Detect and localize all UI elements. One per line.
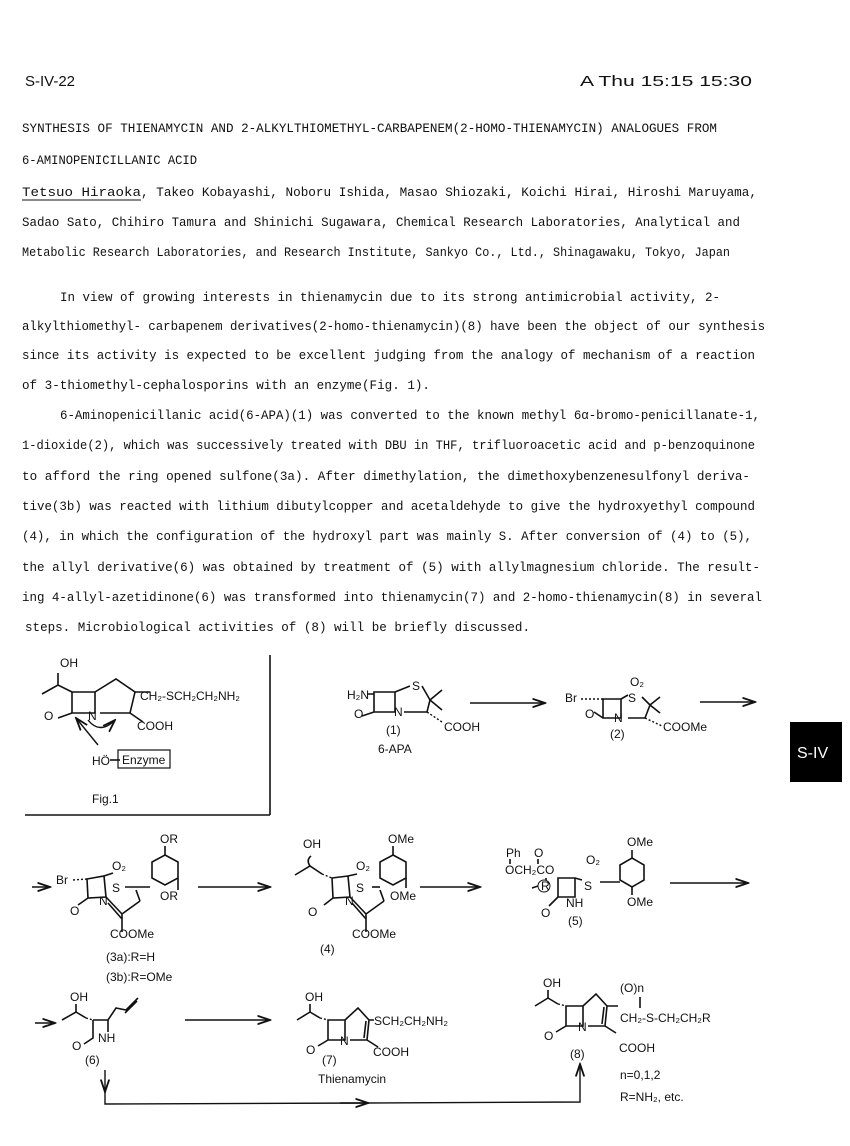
- session-code: S-IV-22: [25, 73, 76, 90]
- svg-text:N: N: [99, 894, 108, 908]
- svg-text:O₂: O₂: [586, 853, 600, 867]
- svg-text:CH₂-SCH₂CH₂NH₂: CH₂-SCH₂CH₂NH₂: [140, 689, 240, 703]
- body-line: ing 4-allyl-azetidinone(6) was transformed into thienamycin(7) and 2-homo-thienamycin(8) in several: [22, 591, 762, 605]
- body-line: the allyl derivative(6) was obtained by treatment of (5) with allylmagnesium chloride. The result-: [22, 561, 760, 575]
- svg-text:OH: OH: [303, 837, 321, 851]
- svg-text:OH: OH: [305, 990, 323, 1004]
- paper-title: SYNTHESIS OF THIENAMYCIN AND 2-ALKYLTHIOMETHYL-CARBAPENEM(2-HOMO-THIENAMYCIN) ANALOGUES FROM: [22, 122, 718, 136]
- svg-text:Br: Br: [565, 691, 577, 705]
- svg-text:O: O: [44, 709, 54, 723]
- body-line: of 3-thiomethyl-cephalosporins with an enzyme(Fig. 1).: [22, 379, 430, 393]
- svg-text:COOMe: COOMe: [352, 927, 397, 941]
- svg-text:(7): (7): [322, 1053, 337, 1067]
- svg-text:N: N: [340, 1034, 349, 1048]
- svg-text:COOMe: COOMe: [110, 927, 155, 941]
- svg-text:R=NH₂, etc.: R=NH₂, etc.: [620, 1090, 684, 1104]
- svg-text:Br: Br: [56, 873, 68, 887]
- body-line: 1-dioxide(2), which was successively treated with DBU in THF, trifluoroacetic acid and p-benzoquinone: [22, 439, 755, 453]
- svg-text:OMe: OMe: [627, 835, 654, 849]
- svg-text:O: O: [354, 707, 364, 721]
- svg-text:(O)n: (O)n: [620, 981, 644, 995]
- svg-text:N: N: [614, 711, 623, 725]
- svg-text:O: O: [72, 1039, 82, 1053]
- svg-text:OMe: OMe: [390, 889, 417, 903]
- presenter-name: Tetsuo Hiraoka: [22, 186, 142, 200]
- svg-text:S: S: [628, 691, 637, 705]
- svg-text:SCH₂CH₂NH₂: SCH₂CH₂NH₂: [374, 1014, 448, 1028]
- body-line: since its activity is expected to be excellent judging from the analogy of mechanism of a reaction: [22, 349, 755, 363]
- svg-text:N: N: [345, 894, 354, 908]
- svg-text:OR: OR: [160, 832, 178, 846]
- svg-text:N: N: [394, 705, 403, 719]
- svg-text:S: S: [356, 881, 365, 895]
- body-line: to afford the ring opened sulfone(3a). After dimethylation, the dimethoxybenzenesulfonyl deriva-: [22, 470, 750, 484]
- paper-title-line2: 6-AMINOPENICILLANIC ACID: [22, 154, 197, 168]
- svg-text:OH: OH: [70, 990, 88, 1004]
- body-line: tive(3b) was reacted with lithium dibutylcopper and acetaldehyde to give the hydroxyethyl compound: [22, 500, 755, 514]
- svg-text:(8): (8): [570, 1047, 585, 1061]
- svg-text:OH: OH: [543, 976, 561, 990]
- svg-text:CH₂-S-CH₂CH₂R: CH₂-S-CH₂CH₂R: [620, 1011, 711, 1025]
- svg-text:(3b):R=OMe: (3b):R=OMe: [106, 970, 173, 984]
- section-tab-label: S-IV: [797, 745, 829, 762]
- body-line: steps. Microbiological activities of (8) will be briefly discussed.: [25, 621, 530, 635]
- svg-text:(6): (6): [85, 1053, 100, 1067]
- svg-text:(1): (1): [386, 723, 401, 737]
- svg-text:O: O: [70, 904, 80, 918]
- svg-text:6-APA: 6-APA: [378, 742, 412, 756]
- svg-text:n=0,1,2: n=0,1,2: [620, 1068, 661, 1082]
- svg-text:R: R: [541, 879, 550, 893]
- svg-text:COOH: COOH: [373, 1045, 409, 1059]
- svg-text:Thienamycin: Thienamycin: [318, 1072, 387, 1086]
- svg-text:OR: OR: [160, 889, 178, 903]
- author-line: Sadao Sato, Chihiro Tamura and Shinichi Sugawara, Chemical Research Laboratories, Analytical and: [22, 216, 740, 230]
- svg-text:S: S: [112, 881, 121, 895]
- svg-text:O: O: [541, 906, 551, 920]
- svg-text:COOH: COOH: [137, 719, 173, 733]
- svg-text:O: O: [544, 1029, 554, 1043]
- svg-text:NH: NH: [566, 896, 584, 910]
- body-line: (4), in which the configuration of the hydroxyl part was mainly S. After conversion of (4) to (5),: [22, 530, 752, 544]
- svg-text:S: S: [584, 879, 593, 893]
- svg-text:HÖ: HÖ: [92, 754, 110, 768]
- svg-text:O₂: O₂: [112, 859, 126, 873]
- author-line: Metabolic Research Laboratories, and Research Institute, Sankyo Co., Ltd., Shinagawaku, Tokyo, Japan: [22, 246, 730, 260]
- svg-text:COOMe: COOMe: [663, 720, 708, 734]
- svg-text:COOH: COOH: [619, 1041, 655, 1055]
- svg-text:N: N: [578, 1020, 587, 1034]
- svg-text:NH: NH: [98, 1031, 116, 1045]
- svg-text:OCH₂CO: OCH₂CO: [505, 863, 555, 877]
- body-line: 6-Aminopenicillanic acid(6-APA)(1) was converted to the known methyl 6α-bromo-penicillanate-1,: [60, 409, 760, 423]
- svg-text:Ph: Ph: [506, 846, 521, 860]
- svg-text:(3a):R=H: (3a):R=H: [106, 950, 156, 964]
- svg-text:COOH: COOH: [444, 720, 480, 734]
- svg-text:OMe: OMe: [388, 832, 415, 846]
- svg-text:O₂: O₂: [356, 859, 370, 873]
- session-schedule: A Thu 15:15 15:30: [580, 73, 752, 90]
- svg-text:Enzyme: Enzyme: [122, 753, 166, 767]
- svg-text:S: S: [412, 679, 421, 693]
- author-line: , Takeo Kobayashi, Noboru Ishida, Masao Shiozaki, Koichi Hirai, Hiroshi Maruyama,: [141, 186, 757, 200]
- body-line: In view of growing interests in thienamycin due to its strong antimicrobial activity, 2-: [60, 291, 720, 305]
- svg-text:O: O: [585, 707, 595, 721]
- svg-text:(5): (5): [568, 914, 583, 928]
- svg-text:O₂: O₂: [630, 675, 644, 689]
- svg-text:O: O: [534, 846, 544, 860]
- svg-text:(2): (2): [610, 727, 625, 741]
- svg-text:H₂N: H₂N: [347, 688, 369, 702]
- figure-caption: Fig.1: [92, 792, 119, 806]
- body-line: alkylthiomethyl- carbapenem derivatives(2-homo-thienamycin)(8) have been the object of our synthesis: [22, 320, 765, 334]
- svg-text:O: O: [308, 905, 318, 919]
- svg-text:N: N: [88, 709, 97, 723]
- svg-text:OMe: OMe: [627, 895, 654, 909]
- svg-text:(4): (4): [320, 942, 335, 956]
- svg-text:OH: OH: [60, 656, 78, 670]
- svg-text:O: O: [306, 1043, 316, 1057]
